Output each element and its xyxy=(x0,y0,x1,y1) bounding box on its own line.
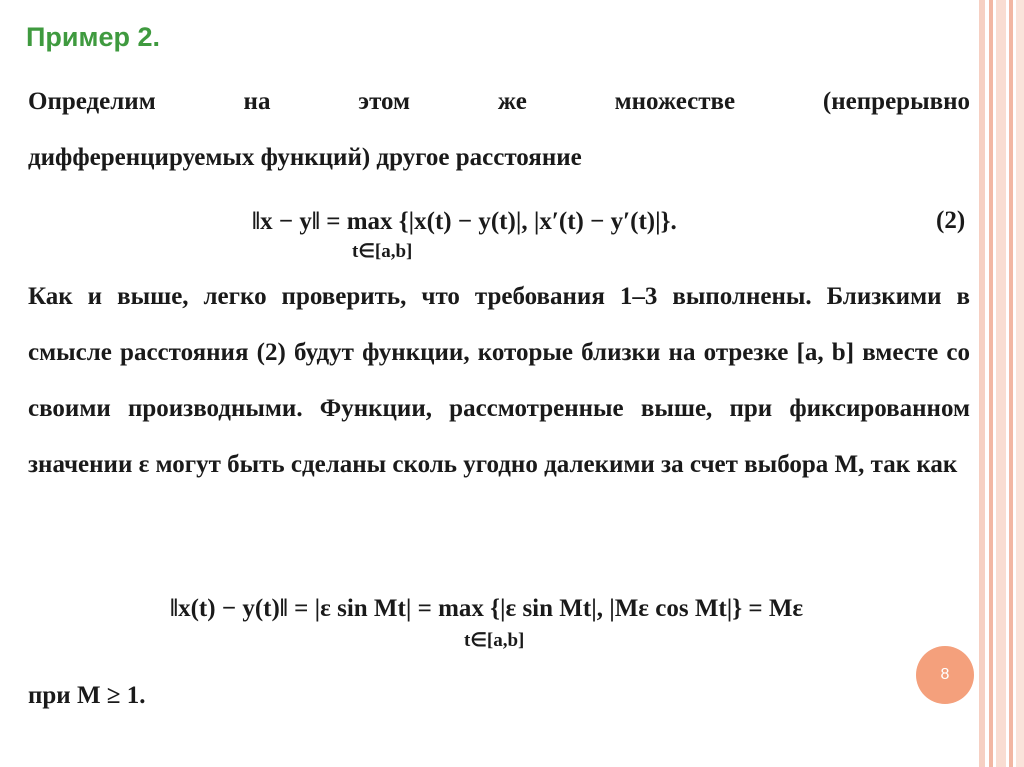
paragraph-intro-line-2: дифференцируемых функций) другое расстояние xyxy=(28,144,582,171)
decorative-stripe xyxy=(989,0,993,767)
paragraph-condition: при M ≥ 1. xyxy=(28,682,146,709)
decorative-stripe xyxy=(996,0,1006,767)
decorative-stripe xyxy=(979,0,985,767)
paragraph-explanation: Как и выше, легко проверить, что требования 1–3 выполнены. Близкими в смысле расстояния (2) будут функции, которые близки на отрезке [a, b] вместе со своими производными. Функции, рассмотренные выше, при фиксированном значении ε могут быть сделаны сколь угодно далекими за счет выбора M, так как xyxy=(28,283,970,478)
formula-example-subscript: t∈[a,b] xyxy=(464,630,525,651)
slide-title: Пример 2. xyxy=(26,22,160,52)
paragraph-intro xyxy=(28,74,970,186)
formula-distance: ‖x − y‖ = max {|x(t) − y(t)|, |x′(t) − y′(t)|}. xyxy=(252,208,677,235)
formula-example: ‖x(t) − y(t)‖ = |ε sin Mt| = max {|ε sin Mt|, |Mε cos Mt|} = Mε xyxy=(170,595,804,622)
formula-distance-subscript: t∈[a,b] xyxy=(352,241,413,262)
page-number-badge: 8 xyxy=(916,646,974,704)
decorative-stripe xyxy=(1009,0,1013,767)
equation-number: (2) xyxy=(936,207,966,234)
decorative-stripe xyxy=(1016,0,1024,767)
paragraph-intro-line-1: Определим на этом же множестве (непрерывно xyxy=(28,88,970,115)
